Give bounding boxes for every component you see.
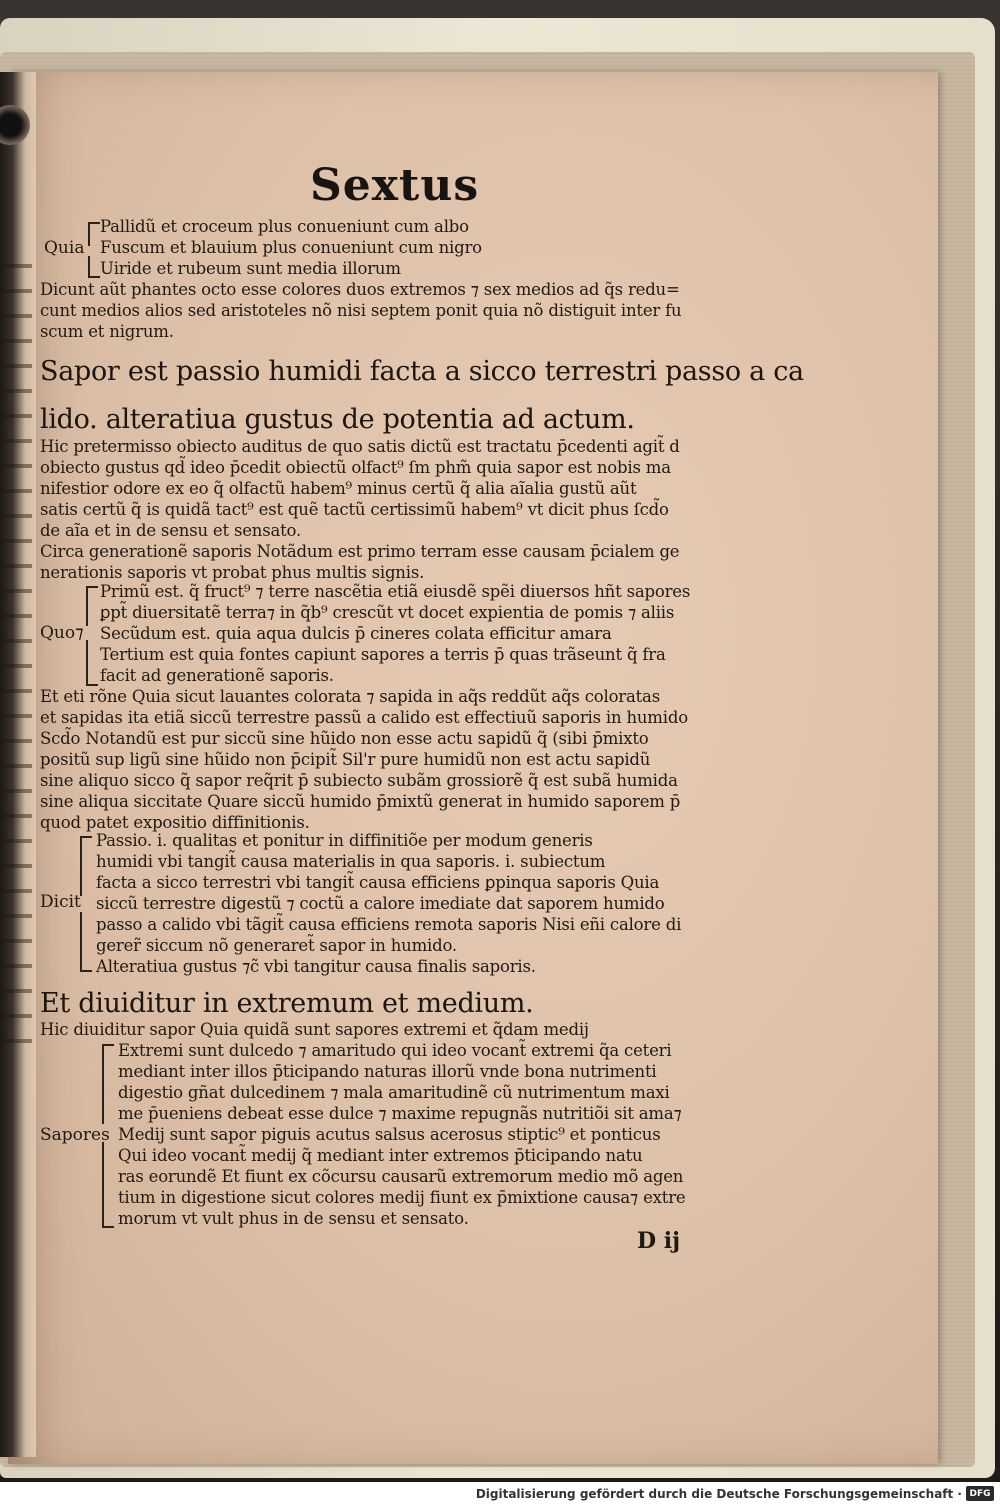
text-line: mediant inter illos p̄ticipando naturas illorũ vnde bona nutrimenti (118, 1062, 657, 1081)
text-line: Hic pretermisso obiecto auditus de quo satis dictũ est tractatu p̄cedenti agit̃ d (40, 437, 680, 456)
text-line: gerer̃ siccum nõ generaret̃ sapor in humido. (96, 936, 457, 955)
text-line: nerationis saporis vt probat phus multis signis. (40, 563, 425, 582)
text-line: Secũdum est. quia aqua dulcis p̄ cineres colata efficitur amara (100, 624, 612, 643)
bracket-bottom (86, 640, 98, 686)
text-line: Et eti rõne Quia sicut lauantes colorata ⁊ sapida in aq̃s reddũt aq̃s coloratas (40, 687, 660, 706)
text-line: siccũ terrestre digestũ ⁊ coctũ a calore imediate dat saporem humido (96, 894, 665, 913)
text-line: sine aliquo sicco q̃ sapor req̃rit p̄ subiecto subãm grossiorẽ q̃ est subã humida (40, 771, 678, 790)
running-head: Sextus (310, 160, 480, 211)
bracket-top (80, 836, 92, 896)
text-line: facta a sicco terrestri vbi tangit̃ causa efficiens ꝑpinqua saporis Quia (96, 873, 660, 892)
text-line: ꝑpt̃ diuersitatẽ terra⁊ in q̃b⁹ crescũt vt docet expientia de pomis ⁊ aliis (100, 603, 675, 622)
text-line: Dicunt aũt phantes octo esse colores duos extremos ⁊ sex medios ad q̃s redu= (40, 280, 680, 299)
text-line: nifestior odore ex eo q̃ olfactũ habem⁹ minus certũ q̃ alia aĩalia gustũ aũt (40, 479, 637, 498)
text-line: de aĩa et in de sensu et sensato. (40, 521, 302, 540)
text-line: sine aliqua siccitate Quare siccũ humido p̄mixtũ generat in humido saporem p̄ (40, 792, 681, 811)
bracket-label: Quia (44, 238, 85, 258)
bracket-bottom (80, 912, 92, 972)
text-line: humidi vbi tangit̃ causa materialis in qua saporis. i. subiectum (96, 852, 606, 871)
text-line: quod patet expositio diffinitionis. (40, 813, 310, 832)
bracket-bottom (88, 256, 100, 278)
text-line: Uiride et rubeum sunt media illorum (100, 259, 401, 278)
bracket-top (86, 586, 98, 626)
bracket-top (102, 1044, 114, 1124)
bracket-bottom (102, 1142, 114, 1228)
signature-mark: D ij (637, 1228, 681, 1254)
lemma-line: Et diuiditur in extremum et medium. (40, 988, 534, 1019)
text-line: Hic diuiditur sapor Quia quidã sunt sapores extremi et q̃dam medij (40, 1020, 589, 1039)
text-line: passo a calido vbi tãgit̃ causa efficiens remota saporis Nisi eñi calore di (96, 915, 682, 934)
text-line: morum vt vult phus in de sensu et sensato. (118, 1209, 469, 1228)
text-line: Medij sunt sapor piguis acutus salsus acerosus stiptic⁹ et ponticus (118, 1125, 661, 1144)
text-line: satis certũ q̃ is quidã tact⁹ est quẽ tactũ certissimũ habem⁹ vt dicit phus ſcd̃o (40, 500, 669, 519)
text-line: Tertium est quia fontes capiunt sapores a terris p̄ quas trãseunt q̃ fra (100, 645, 666, 664)
text-line: tium in digestione sicut colores medij fiunt ex p̄mixtione causa⁊ extre (118, 1188, 686, 1207)
bracket-label: Sapores (40, 1125, 110, 1145)
text-line: Passio. i. qualitas et ponitur in diffinitiõe per modum generis (96, 831, 593, 850)
text-line: positũ sup ligũ sine hũido non p̄cipit̃ Sil'r pure humidũ non est actu sapidũ (40, 750, 651, 769)
text-line: me p̄ueniens debeat esse dulce ⁊ maxime repugnãs nutritiõi sit ama⁊ (118, 1104, 682, 1123)
text-line: Qui ideo vocant̃ medij q̃ mediant inter extremos p̄ticipando natu (118, 1146, 643, 1165)
text-line: scum et nigrum. (40, 322, 174, 341)
text-line: digestio gñat dulcedinem ⁊ mala amaritudinẽ cũ nutrimentum maxi (118, 1083, 670, 1102)
text-line: Scd̃o Notandũ est pur siccũ sine hũido non esse actu sapidũ q̃ (sibi p̄mixto (40, 729, 649, 748)
text-line: et sapidas ita etiã siccũ terrestre passũ a calido est effectiuũ saporis in humido (40, 708, 688, 727)
bracket-label: Quo⁊ (40, 623, 84, 643)
text-line: Alteratiua gustus ⁊c̃ vbi tangitur causa finalis saporis. (96, 957, 536, 976)
text-line: Extremi sunt dulcedo ⁊ amaritudo qui ideo vocant̃ extremi q̃a ceteri (118, 1041, 672, 1060)
text-line: Pallidũ et croceum plus conueniunt cum albo (100, 217, 469, 236)
curled-page-text (2, 250, 32, 1050)
text-line: ras eorundẽ Et fiunt ex cõcursu causarũ extremorum medio mõ agen (118, 1167, 684, 1186)
dfg-logo: DFG (966, 1486, 994, 1501)
text-line: obiecto gustus qd̃ ideo p̄cedit obiectũ olfact⁹ ſm phm̃ quia sapor est nobis ma (40, 458, 671, 477)
text-line: cunt medios alios sed aristoteles nõ nisi septem ponit quia nõ distiguit inter fu (40, 301, 682, 320)
bracket-top (88, 222, 100, 246)
lemma-line: lido. alteratiua gustus de potentia ad actum. (40, 404, 635, 435)
lemma-line: Sapor est passio humidi facta a sicco terrestri passo a ca (40, 356, 804, 387)
text-line: Fuscum et blauium plus conueniunt cum nigro (100, 238, 482, 257)
text-line: facit ad generationẽ saporis. (100, 666, 334, 685)
text-line: Primũ est. q̃ fruct⁹ ⁊ terre nascẽtia etiã eiusdẽ spẽi diuersos hñt sapores (100, 582, 691, 601)
footer-credit: Digitalisierung gefördert durch die Deutsche Forschungsgemeinschaft · (475, 1487, 962, 1501)
bracket-label: Dicit (40, 892, 81, 912)
text-line: Circa generationẽ saporis Notãdum est primo terram esse causam p̄cialem ge (40, 542, 680, 561)
